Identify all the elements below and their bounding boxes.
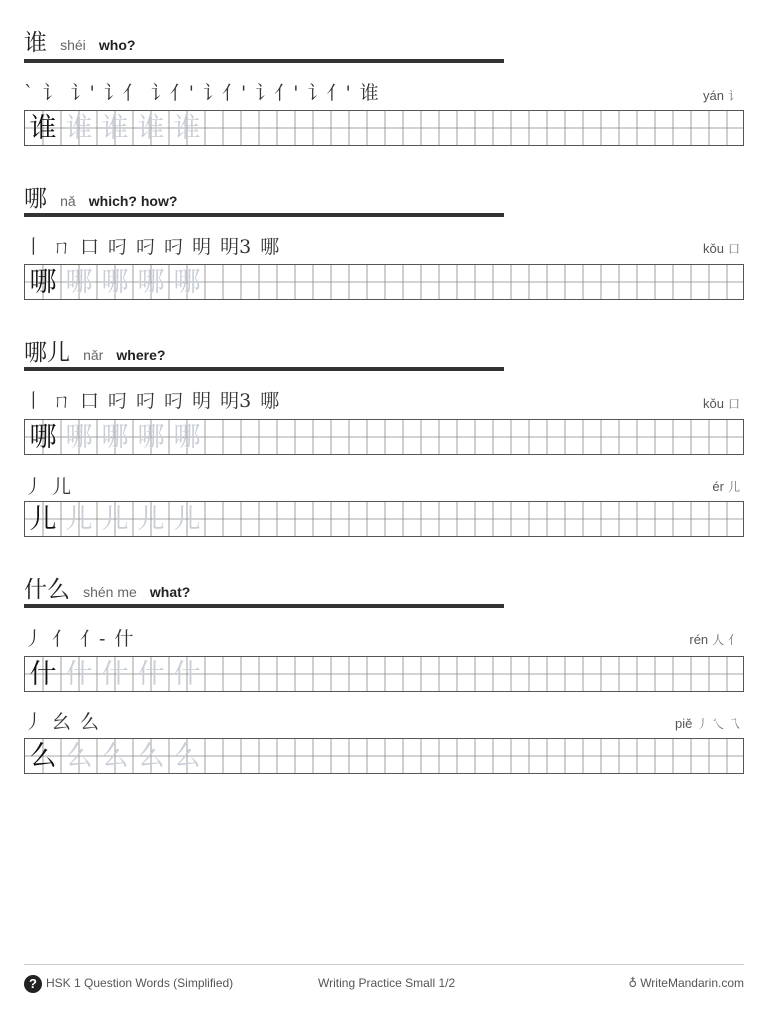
trace-character: 哪 — [173, 267, 201, 298]
trace-character: 么 — [101, 741, 129, 772]
radical-pinyin: rén — [689, 632, 709, 647]
radical-label — [703, 395, 740, 412]
stroke-step: 丿 — [24, 476, 44, 498]
divider — [24, 604, 504, 608]
entry-header — [24, 24, 504, 57]
practice-grid — [24, 419, 744, 455]
worksheet-subtitle: Writing Practice Small 1/2 — [318, 976, 456, 990]
footer — [24, 964, 744, 999]
entry-english: which? how? — [88, 193, 178, 209]
stroke-step: 么 — [80, 711, 100, 733]
radical-pinyin: kǒu — [703, 241, 724, 256]
stroke-step: 叼 — [136, 390, 156, 412]
stroke-order — [24, 624, 142, 651]
trace-character: 什 — [137, 659, 165, 690]
practice-grid — [24, 656, 744, 692]
practice-grid — [24, 738, 744, 774]
stroke-order — [24, 707, 108, 734]
stroke-step: 谁 — [359, 82, 379, 104]
trace-character: 儿 — [137, 504, 165, 535]
model-character: 哪 — [29, 267, 57, 298]
trace-character: 什 — [101, 659, 129, 690]
trace-character: 什 — [173, 659, 201, 690]
entry-hanzi: 谁 — [24, 30, 47, 56]
brand-logo-icon: ♁ — [628, 976, 638, 990]
model-character: 么 — [29, 741, 57, 772]
trace-character: 哪 — [173, 422, 201, 453]
stroke-step: 讠亻' — [307, 82, 351, 104]
trace-character: 么 — [173, 741, 201, 772]
stroke-step: 丿 — [24, 628, 44, 650]
entry-hanzi: 哪儿 — [24, 340, 70, 366]
practice-grid — [24, 264, 744, 300]
trace-character: 谁 — [137, 113, 165, 144]
radical-glyph: 讠 — [727, 89, 740, 103]
stroke-step: 明 — [192, 236, 212, 258]
radical-label — [675, 715, 740, 732]
trace-character: 儿 — [173, 504, 201, 535]
stroke-step: ㄇ — [52, 390, 72, 412]
divider — [24, 367, 504, 371]
stroke-step: 讠亻' — [150, 82, 194, 104]
divider — [24, 59, 504, 63]
entry-header — [24, 334, 504, 367]
stroke-step: 叼 — [108, 236, 128, 258]
stroke-step: 明3 — [220, 236, 252, 258]
radical-label — [703, 240, 740, 257]
trace-character: 谁 — [101, 113, 129, 144]
site-name: WriteMandarin.com — [640, 976, 744, 990]
stroke-step: 哪 — [260, 390, 280, 412]
stroke-step: 丨 — [24, 390, 44, 412]
stroke-order — [24, 472, 80, 499]
stroke-step: 什 — [114, 628, 134, 650]
radical-pinyin: yán — [703, 88, 724, 103]
trace-character: 哪 — [137, 267, 165, 298]
trace-character: 儿 — [65, 504, 93, 535]
radical-label — [703, 87, 740, 104]
trace-character: 儿 — [101, 504, 129, 535]
model-character: 哪 — [29, 422, 57, 453]
practice-grid — [24, 110, 744, 146]
stroke-step: 亻 — [52, 628, 72, 650]
stroke-step: 口 — [80, 236, 100, 258]
stroke-step: 亻- — [80, 628, 106, 650]
entry-pinyin: nǎr — [83, 347, 104, 363]
site-link[interactable] — [628, 976, 744, 990]
stroke-step: 叼 — [164, 236, 184, 258]
help-icon[interactable]: ? — [24, 975, 42, 993]
radical-glyph: 丿 乀 乁 — [696, 717, 740, 731]
trace-character: 哪 — [137, 422, 165, 453]
stroke-step: 幺 — [52, 711, 72, 733]
model-character: 儿 — [29, 504, 57, 535]
practice-grid — [24, 501, 744, 537]
entry-header — [24, 571, 504, 604]
trace-character: 什 — [65, 659, 93, 690]
entry-hanzi: 哪 — [24, 186, 47, 212]
radical-pinyin: piě — [675, 716, 693, 731]
radical-label — [712, 478, 740, 495]
stroke-order — [24, 232, 288, 259]
stroke-order — [24, 386, 288, 413]
entry-english: who? — [98, 37, 136, 53]
stroke-step: 明3 — [220, 390, 252, 412]
entry-english: what? — [149, 584, 191, 600]
trace-character: 么 — [65, 741, 93, 772]
worksheet-title: HSK 1 Question Words (Simplified) — [46, 976, 234, 990]
radical-pinyin: kǒu — [703, 396, 724, 411]
stroke-step: 儿 — [52, 476, 72, 498]
trace-character: 谁 — [65, 113, 93, 144]
stroke-step: 讠亻 — [103, 82, 142, 104]
radical-glyph: 儿 — [727, 480, 740, 494]
stroke-step: ` — [24, 82, 34, 104]
entry-pinyin: shén me — [83, 584, 137, 600]
radical-label — [689, 631, 740, 648]
entry-header — [24, 180, 504, 213]
model-character: 谁 — [29, 113, 57, 144]
stroke-step: 讠亻' — [255, 82, 299, 104]
stroke-step: 叼 — [164, 390, 184, 412]
trace-character: 哪 — [101, 267, 129, 298]
stroke-step: 讠 — [42, 82, 62, 104]
stroke-order — [24, 78, 388, 105]
divider — [24, 213, 504, 217]
radical-glyph: 口 — [727, 242, 740, 256]
stroke-step: 讠亻' — [203, 82, 247, 104]
stroke-step: 口 — [80, 390, 100, 412]
stroke-step: 哪 — [260, 236, 280, 258]
entry-pinyin: shéi — [60, 37, 86, 53]
trace-character: 哪 — [65, 267, 93, 298]
stroke-step: 叼 — [108, 390, 128, 412]
trace-character: 么 — [137, 741, 165, 772]
stroke-step: 讠' — [70, 82, 95, 104]
stroke-step: ㄇ — [52, 236, 72, 258]
trace-character: 谁 — [173, 113, 201, 144]
stroke-step: 叼 — [136, 236, 156, 258]
entry-hanzi: 什么 — [24, 577, 70, 603]
trace-character: 哪 — [65, 422, 93, 453]
stroke-step: 明 — [192, 390, 212, 412]
trace-character: 哪 — [101, 422, 129, 453]
radical-glyph: 口 — [727, 397, 740, 411]
stroke-step: 丿 — [24, 711, 44, 733]
stroke-step: 丨 — [24, 236, 44, 258]
entry-pinyin: nǎ — [60, 193, 76, 209]
entry-english: where? — [116, 347, 166, 363]
radical-pinyin: ér — [712, 479, 724, 494]
radical-glyph: 人 亻 — [712, 633, 740, 647]
model-character: 什 — [29, 659, 57, 690]
